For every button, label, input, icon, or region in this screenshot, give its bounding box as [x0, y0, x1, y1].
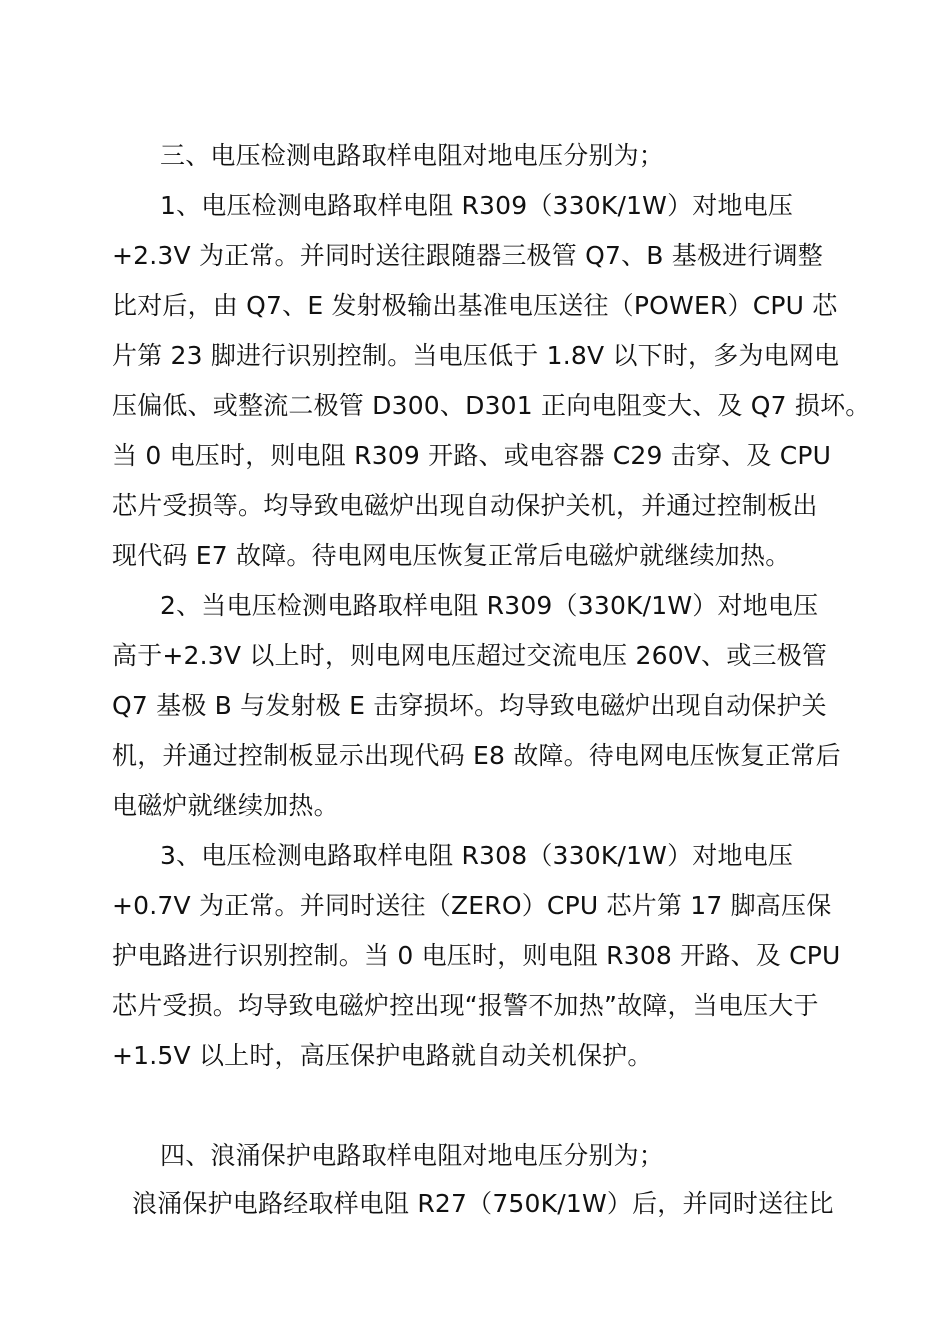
section-heading-4: 四、浪涌保护电路取样电阻对地电压分别为； — [160, 1141, 665, 1170]
paragraph-3-line-4: 芯片受损。均导致电磁炉控出现“报警不加热”故障，当电压大于 — [112, 991, 819, 1020]
paragraph-3-line-5: +1.5V 以上时，高压保护电路就自动关机保护。 — [112, 1041, 653, 1070]
paragraph-1-line-1: 1、电压检测电路取样电阻 R309（330K/1W）对地电压 — [160, 191, 794, 220]
paragraph-1-line-2: +2.3V 为正常。并同时送往跟随器三极管 Q7、B 基极进行调整 — [112, 241, 823, 270]
paragraph-2-line-1: 2、当电压检测电路取样电阻 R309（330K/1W）对地电压 — [160, 591, 819, 620]
paragraph-2-line-3: Q7 基极 B 与发射极 E 击穿损坏。均导致电磁炉出现自动保护关 — [112, 691, 827, 720]
paragraph-1-line-7: 芯片受损等。均导致电磁炉出现自动保护关机，并通过控制板出 — [112, 491, 818, 520]
paragraph-3-line-2: +0.7V 为正常。并同时送往（ZERO）CPU 芯片第 17 脚高压保 — [112, 891, 832, 920]
paragraph-3-line-1: 3、电压检测电路取样电阻 R308（330K/1W）对地电压 — [160, 841, 794, 870]
paragraph-1-line-3: 比对后，由 Q7、E 发射极输出基准电压送往（POWER）CPU 芯 — [112, 291, 838, 320]
paragraph-2-line-2: 高于+2.3V 以上时，则电网电压超过交流电压 260V、或三极管 — [112, 641, 828, 670]
paragraph-1-line-5: 压偏低、或整流二极管 D300、D301 正向电阻变大、及 Q7 损坏。 — [112, 391, 871, 420]
paragraph-3-line-3: 护电路进行识别控制。当 0 电压时，则电阻 R308 开路、及 CPU — [112, 941, 841, 970]
paragraph-1-line-6: 当 0 电压时，则电阻 R309 开路、或电容器 C29 击穿、及 CPU — [112, 441, 832, 470]
section-heading-3: 三、电压检测电路取样电阻对地电压分别为； — [160, 141, 665, 170]
paragraph-2-line-4: 机，并通过控制板显示出现代码 E8 故障。待电网电压恢复正常后 — [112, 741, 841, 770]
paragraph-2-line-5: 电磁炉就继续加热。 — [112, 791, 339, 820]
paragraph-4-line-1: 浪涌保护电路经取样电阻 R27（750K/1W）后，并同时送往比 — [132, 1189, 834, 1218]
paragraph-1-line-4: 片第 23 脚进行识别控制。当电压低于 1.8V 以下时，多为电网电 — [112, 341, 840, 370]
paragraph-1-line-8: 现代码 E7 故障。待电网电压恢复正常后电磁炉就继续加热。 — [112, 541, 791, 570]
